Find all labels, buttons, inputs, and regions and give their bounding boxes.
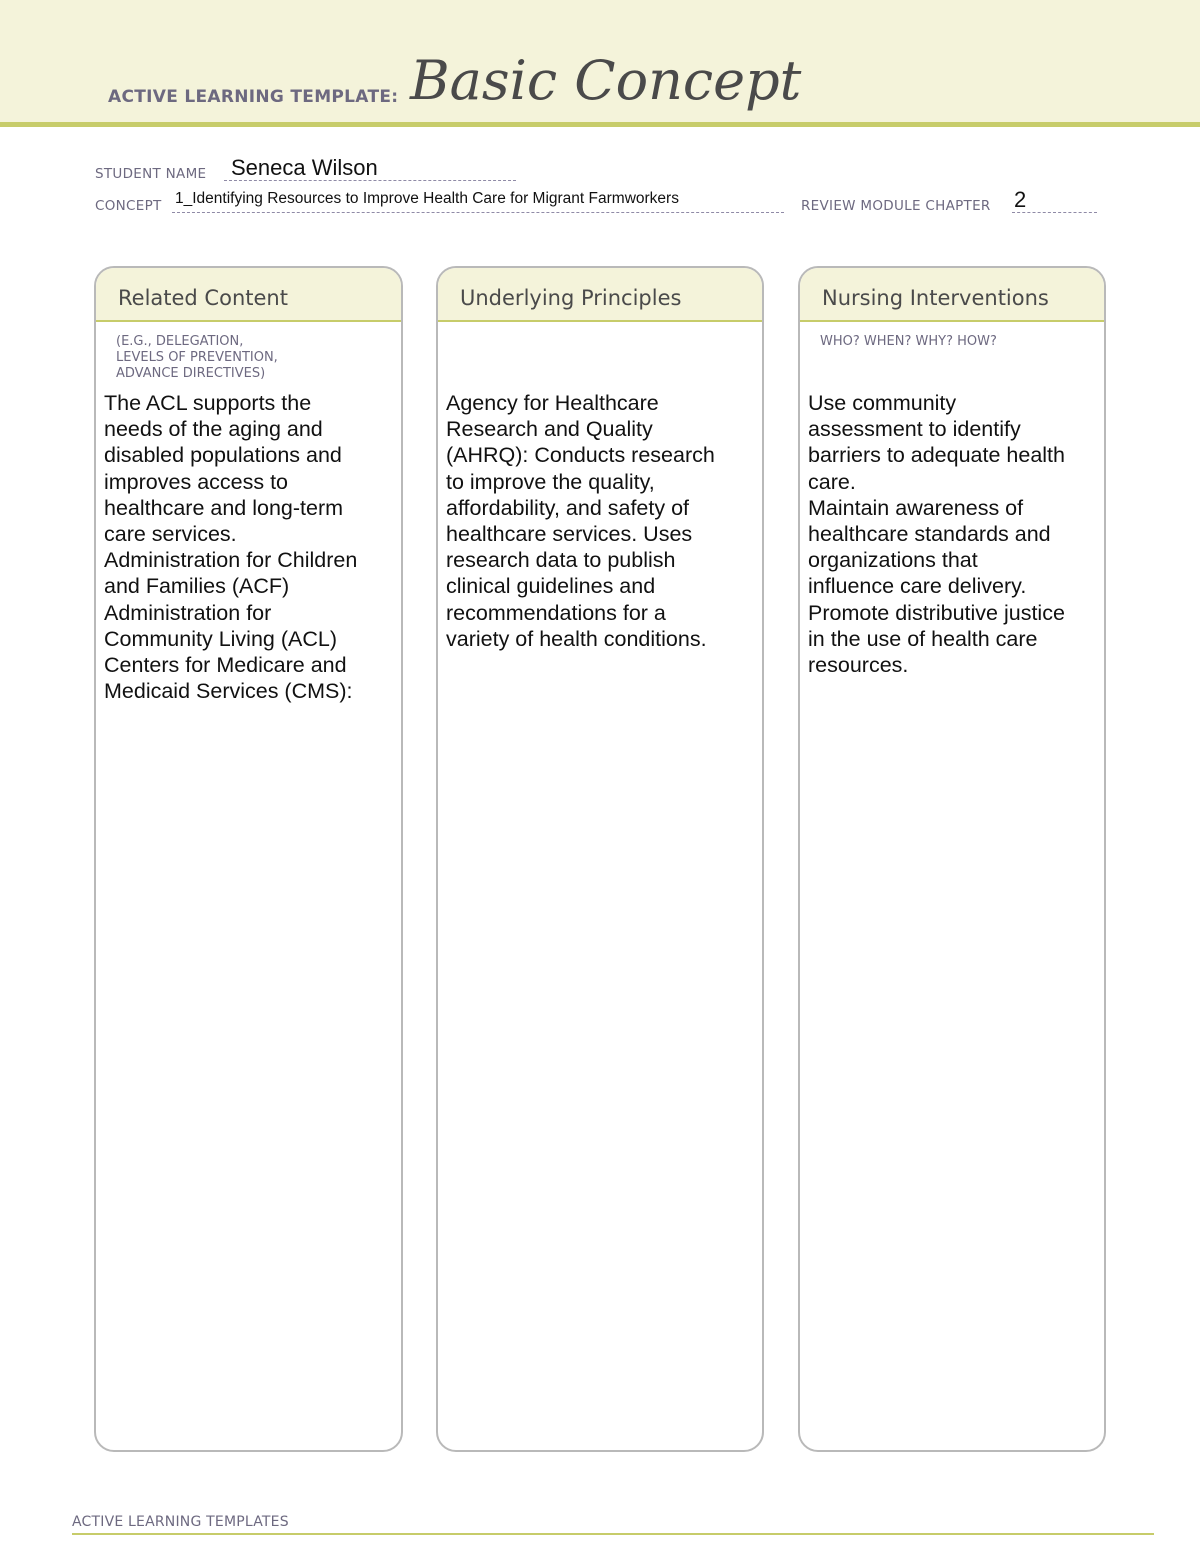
concept-field[interactable]: 1_Identifying Resources to Improve Health Care for Migrant Farmworkers xyxy=(175,190,679,207)
related-content-card xyxy=(94,266,403,1452)
concept-line xyxy=(172,212,784,213)
student-name-label: STUDENT NAME xyxy=(95,166,207,182)
nursing-interventions-card xyxy=(798,266,1106,1452)
related-content-title: Related Content xyxy=(118,286,288,310)
header-rule xyxy=(0,122,1200,127)
underlying-principles-card xyxy=(436,266,764,1452)
nursing-interventions-title: Nursing Interventions xyxy=(822,286,1049,310)
template-label: ACTIVE LEARNING TEMPLATE: xyxy=(108,87,399,107)
chapter-field[interactable]: 2 xyxy=(1014,187,1027,212)
related-content-hint: (E.G., DELEGATION, LEVELS OF PREVENTION, ADVANCE DIRECTIVES) xyxy=(116,334,278,381)
underlying-principles-body[interactable]: Agency for Healthcare Research and Quality (AHRQ): Conducts research to improve the quality, affordability, and safety of healthcare services. Uses research data to publish clinical guidelines and recommendations for a variety of health conditions. xyxy=(446,391,715,651)
template-title: Basic Concept xyxy=(410,49,802,112)
footer-label: ACTIVE LEARNING TEMPLATES xyxy=(72,1514,289,1530)
nursing-interventions-body[interactable]: Use community assessment to identify barriers to adequate health care. Maintain awareness of healthcare standards and organizations that influence care delivery. Promote distributive justice in the use of health care resources. xyxy=(808,391,1065,678)
footer-rule xyxy=(72,1533,1154,1535)
nursing-interventions-hint: WHO? WHEN? WHY? HOW? xyxy=(820,334,997,349)
underlying-principles-header xyxy=(438,268,762,322)
concept-label: CONCEPT xyxy=(95,198,162,214)
student-name-field[interactable]: Seneca Wilson xyxy=(231,155,378,180)
nursing-interventions-header xyxy=(800,268,1104,322)
underlying-principles-title: Underlying Principles xyxy=(460,286,682,310)
related-content-header xyxy=(96,268,401,322)
related-content-body[interactable]: The ACL supports the needs of the aging and disabled populations and improves access to healthcare and long-term care services. Administration for Children and Families (ACF) Administration for Community Living (ACL) Centers for Medicare and Medicaid Services (CMS): xyxy=(104,391,358,704)
chapter-label: REVIEW MODULE CHAPTER xyxy=(801,198,991,214)
